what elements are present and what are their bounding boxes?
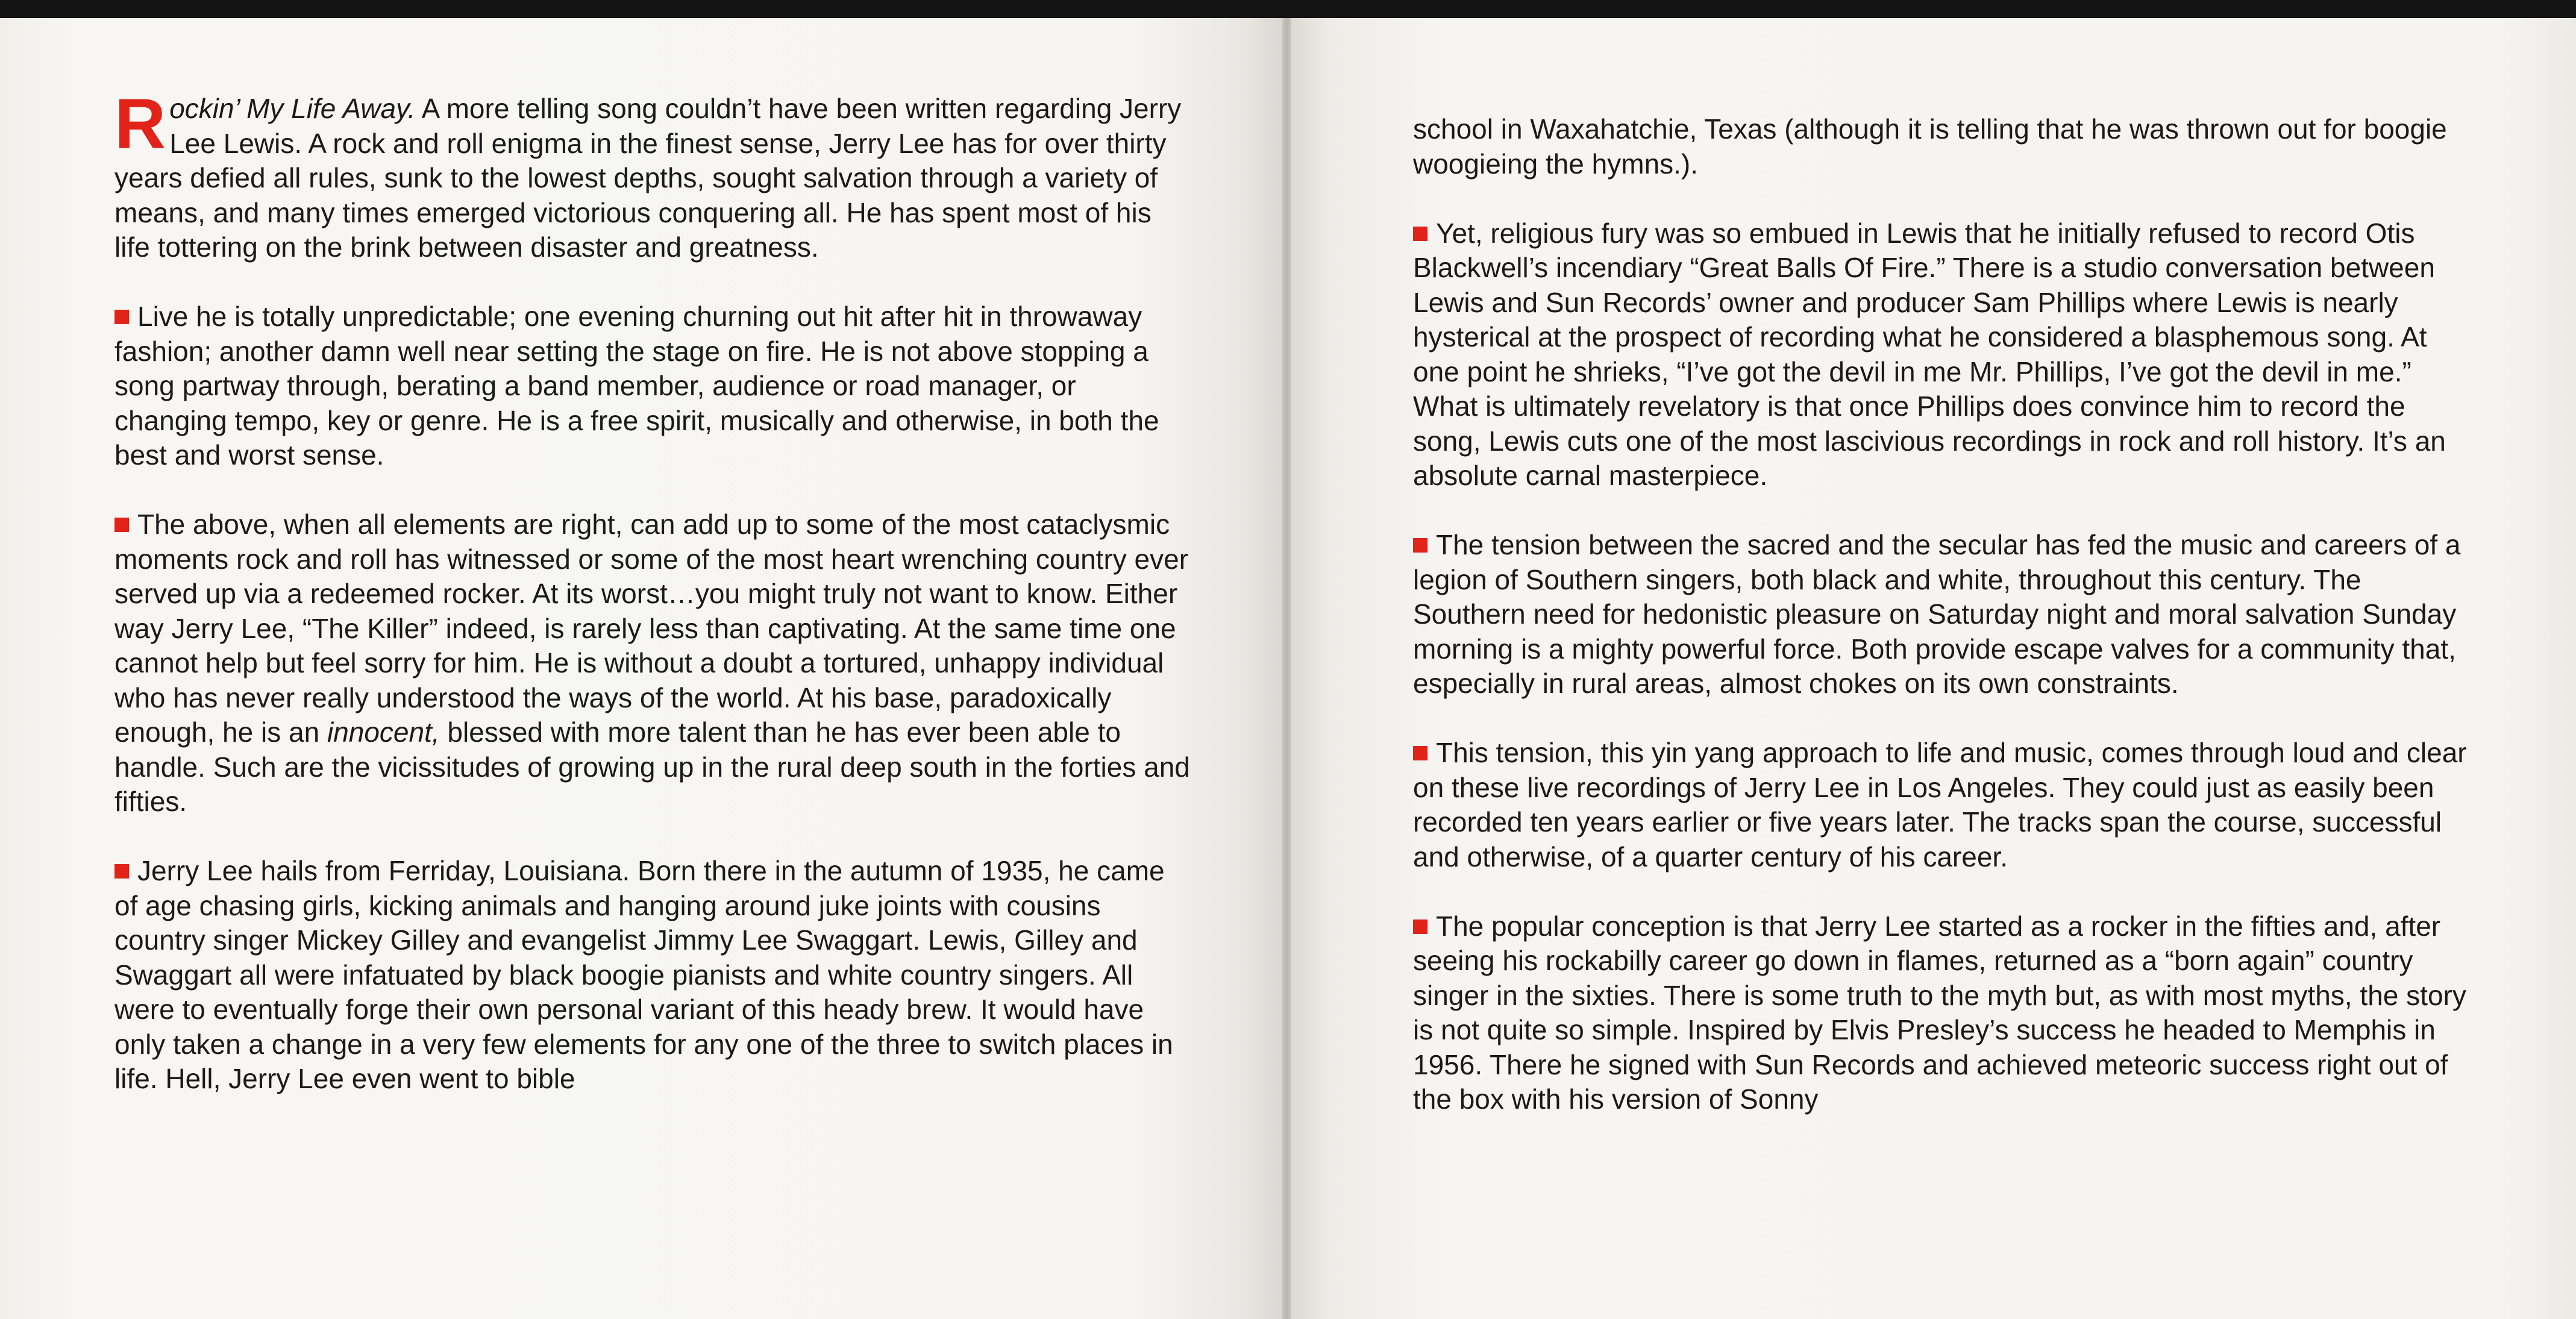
red-square-bullet-icon <box>114 310 129 324</box>
paragraph-text: The above, when all elements are right, can add up to some of the most cataclysmic moments rock and roll has witnessed or some of the most heart wrenching country ever served up via a redeemed rocker. At its worst…you might truly not want to know. Either way Jerry Lee, “The Killer” indeed, is rarely less than captivating. At the same time one cannot help but feel sorry for him. He is without a doubt a tortured, unhappy individual who has never really understood the ways of the world. At his base, paradoxically enough, he is an <box>114 509 1189 748</box>
red-square-bullet-icon <box>1413 746 1427 760</box>
paragraph-intro <box>114 84 1193 265</box>
paragraph-religious-fury <box>1413 216 2480 493</box>
paragraph-continued <box>1413 112 2480 181</box>
scan-top-edge <box>0 0 2576 18</box>
paragraph-sacred-secular <box>1413 528 2480 701</box>
red-square-bullet-icon <box>114 864 129 879</box>
booklet-gutter <box>1282 18 1291 1319</box>
paragraph-text: blessed with more talent than he has ever been able to handle. Such are the vicissitudes of growing up in the rural deep south in the forties and fifties. <box>114 716 1190 817</box>
drop-cap: R <box>114 84 166 164</box>
paragraph-above <box>114 507 1193 819</box>
left-page-text-column <box>114 84 1193 1131</box>
paragraph-yin-yang <box>1413 736 2480 874</box>
red-square-bullet-icon <box>1413 920 1427 934</box>
paragraph-text: The popular conception is that Jerry Lee started as a rocker in the fifties and, after seeing his rockabilly career go down in flames, returned as a “born again” country singer in the sixties. There is some truth to the myth but, as with most myths, the story is not quite so simple. Inspired by Elvis Presley’s success he headed to Memphis in 1956. There he signed with Sun Records and achieved meteoric success right out of the box with his version of Sonny <box>1413 910 2466 1115</box>
lead-song-title: ockin’ My Life Away. <box>169 93 416 124</box>
red-square-bullet-icon <box>114 518 129 532</box>
paragraph-popular-conception <box>1413 909 2480 1117</box>
paragraph-ferriday <box>114 854 1193 1097</box>
red-square-bullet-icon <box>1413 227 1427 241</box>
paragraph-text: This tension, this yin yang approach to life and music, comes through loud and clear on these live recordings of Jerry Lee in Los Angeles. They could just as easily been recorded ten years earlier or five years later. The tracks span the course, successful and otherwise, of a quarter century of his career. <box>1413 737 2467 873</box>
paragraph-text: Jerry Lee hails from Ferriday, Louisiana. Born there in the autumn of 1935, he came of age chasing girls, kicking animals and hanging around juke joints with cousins country singer Mickey Gilley and evangelist Jimmy Lee Swaggart. Lewis, Gilley and Swaggart all were infatuated by black boogie pianists and white country singers. All were to eventually forge their own personal variant of this heady brew. It would have only taken a change in a very few elements for any one of the three to switch places in life. Hell, Jerry Lee even went to bible <box>114 855 1173 1094</box>
paragraph-text: A more telling song couldn’t have been written regarding Jerry Lee Lewis. A rock and roll enigma in the finest sense, Jerry Lee has for over thirty years defied all rules, sunk to the lowest depths, sought salvation through a variety of means, and many times emerged victorious conquering all. He has spent most of his life tottering on the brink between disaster and greatness. <box>114 93 1182 263</box>
red-square-bullet-icon <box>1413 538 1427 553</box>
paragraph-text: Yet, religious fury was so embued in Lewis that he initially refused to record Otis Blackwell’s incendiary “Great Balls Of Fire.” There is a studio conversation between Lewis and Sun Records’ owner and producer Sam Phillips where Lewis is nearly hysterical at the prospect of recording what he considered a blasphemous song. At one point he shrieks, “I’ve got the devil in me Mr. Phillips, I’ve got the devil in me.” What is ultimately revelatory is that once Phillips does convince him to record the song, Lewis cuts one of the most lascivious recordings in rock and roll history. It’s an absolute carnal masterpiece. <box>1413 217 2446 491</box>
emphasis-innocent: innocent, <box>327 716 440 748</box>
paragraph-live <box>114 299 1193 473</box>
paragraph-text: The tension between the sacred and the secular has fed the music and careers of a legion of Southern singers, both black and white, throughout this century. The Southern need for hedonistic pleasure on Saturday night and moral salvation Sunday morning is a mighty powerful force. Both provide escape valves for a community that, especially in rural areas, almost chokes on its own constraints. <box>1413 529 2461 699</box>
right-page-text-column <box>1413 112 2480 1151</box>
paragraph-text: school in Waxahatchie, Texas (although it is telling that he was thrown out for boogie woogieing the hymns.). <box>1413 113 2447 180</box>
paragraph-text: Live he is totally unpredictable; one evening churning out hit after hit in throwaway fashion; another damn well near setting the stage on fire. He is not above stopping a song partway through, berating a band member, audience or road manager, or changing tempo, key or genre. He is a free spirit, musically and otherwise, in both the best and worst sense. <box>114 301 1159 471</box>
